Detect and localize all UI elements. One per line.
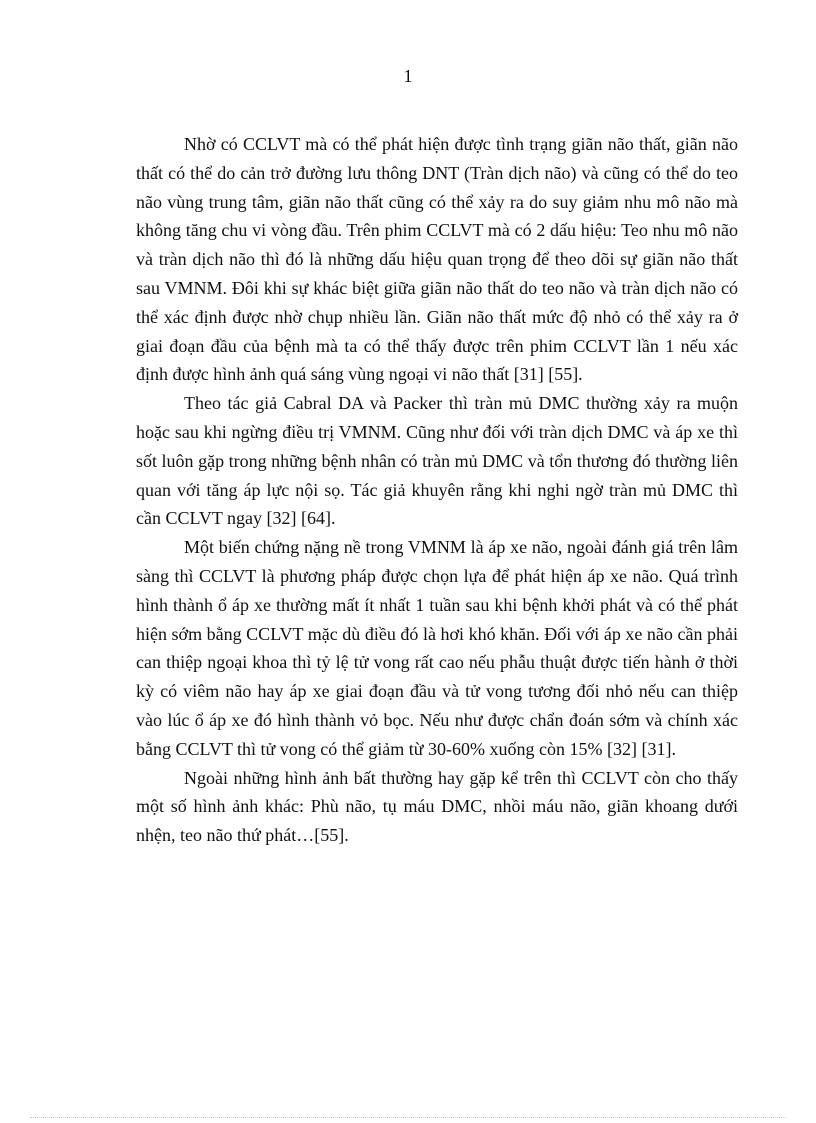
paragraph-brain-abscess: Một biến chứng nặng nề trong VMNM là áp xe não, ngoài đánh giá trên lâm sàng thì CCLVT là phương pháp được chọn lựa để phát hiện áp xe não. Quá trình hình thành ổ áp xe thường mất ít nhất 1 tuần sau khi bệnh khởi phát và có thể phát hiện sớm bằng CCLVT mặc dù điều đó là hơi khó khăn. Đối với áp xe não cần phải can thiệp ngoại khoa thì tỷ lệ tử vong rất cao nếu phẫu thuật được tiến hành ở thời kỳ có viêm não hay áp xe giai đoạn đầu và tử vong tương đối nhỏ nếu can thiệp vào lúc ổ áp xe đó hình thành vỏ bọc. Nếu như được chẩn đoán sớm và chính xác bằng CCLVT thì tử vong có thể giảm từ 30-60% xuống còn 15% [32] [31]. xyxy=(136,537,738,759)
paragraph-other-findings: Ngoài những hình ảnh bất thường hay gặp kể trên thì CCLVT còn cho thấy một số hình ảnh khác: Phù não, tụ máu DMC, nhồi máu não, giãn khoang dưới nhện, teo não thứ phát…[55]. xyxy=(136,767,738,846)
document-body xyxy=(136,130,738,850)
paragraph-ct-ventricular-dilation: Nhờ có CCLVT mà có thể phát hiện được tình trạng giãn não thất, giãn não thất có thể do cản trở đường lưu thông DNT (Tràn dịch não) và cũng có thể do teo não vùng trung tâm, giãn não thất cũng có thể xảy ra do suy giảm nhu mô não mà không tăng chu vi vòng đầu. Trên phim CCLVT mà có 2 dấu hiệu: Teo nhu mô não và tràn dịch não thì đó là những dấu hiệu quan trọng để theo dõi sự giãn não thất sau VMNM. Đôi khi sự khác biệt giữa giãn não thất do teo não và tràn dịch não có thể xác định được nhờ chụp nhiều lần. Giãn não thất mức độ nhỏ có thể xảy ra ở giai đoạn đầu của bệnh mà ta có thể thấy được trên phim CCLVT lần 1 nếu xác định được hình ảnh quá sáng vùng ngoại vi não thất [31] [55]. xyxy=(136,134,738,385)
page-bottom-divider xyxy=(30,1117,786,1118)
page-number: 1 xyxy=(403,66,413,86)
paragraph-subdural-empyema: Theo tác giả Cabral DA và Packer thì tràn mủ DMC thường xảy ra muộn hoặc sau khi ngừng điều trị VMNM. Cũng như đối với tràn dịch DMC và áp xe thì sốt luôn gặp trong những bệnh nhân có tràn mủ DMC và tổn thương đó thường liên quan với tăng áp lực nội sọ. Tác giả khuyên rằng khi nghi ngờ tràn mủ DMC thì cần CCLVT ngay [32] [64]. xyxy=(136,393,738,529)
